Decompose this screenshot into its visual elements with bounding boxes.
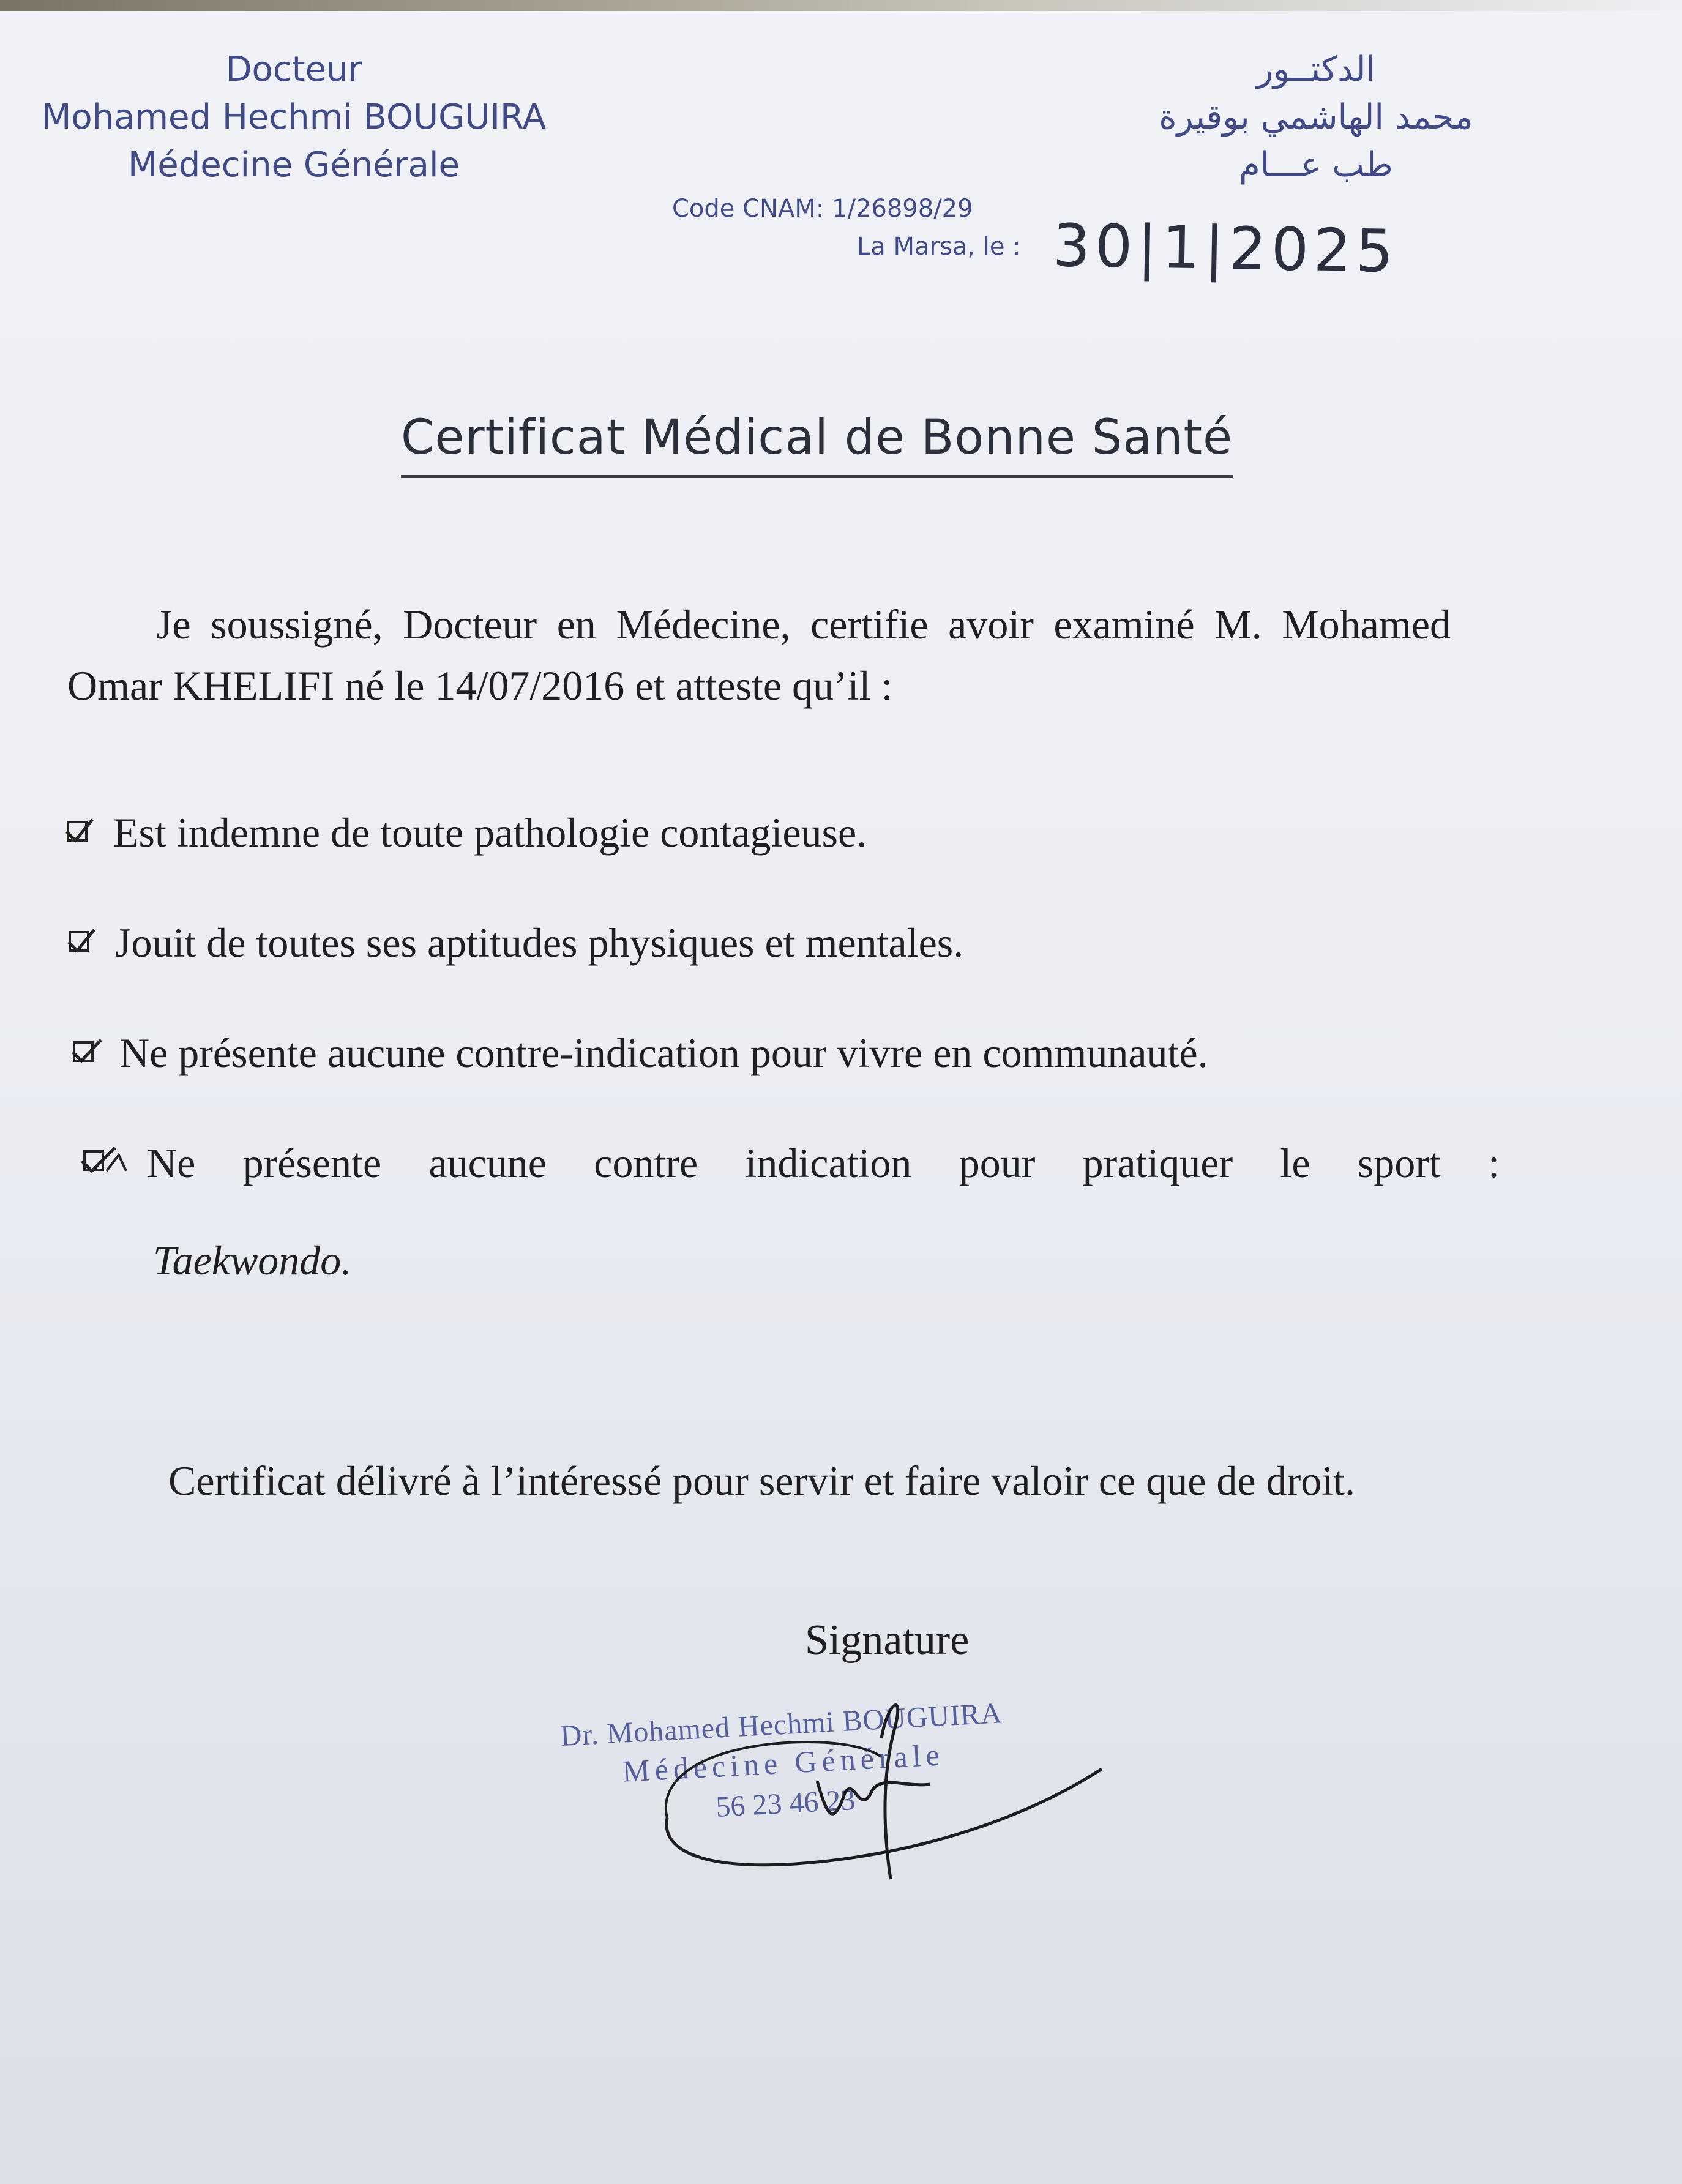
list-item — [70, 1022, 1208, 1083]
doctor-title-arabic: الدكتــور — [1256, 50, 1376, 89]
check-box-icon — [64, 802, 113, 863]
letterhead-right-arabic — [1102, 46, 1530, 189]
list-item — [66, 912, 963, 973]
doctor-specialty: Médecine Générale — [127, 145, 460, 185]
doctor-specialty-arabic: طب عـــام — [1239, 145, 1393, 185]
list-item — [80, 1132, 1500, 1194]
check-box-icon — [80, 1132, 147, 1194]
item-text: Est indemne de toute pathologie contagieuse. — [113, 809, 867, 856]
doctor-name-arabic: محمد الهاشمي بوقيرة — [1159, 97, 1473, 137]
sport-name: Taekwondo. — [153, 1237, 352, 1284]
item-text: Ne présente aucune contre indication pour pratiquer le sport : — [147, 1140, 1500, 1186]
handwritten-date: 30|1|2025 — [1052, 211, 1399, 286]
doctor-title: Docteur — [225, 50, 362, 89]
stamp-specialty: Médecine Générale — [621, 1737, 946, 1789]
list-item — [64, 802, 867, 863]
stamp-phone: 56 23 46 23 — [715, 1783, 856, 1823]
item-text: Jouit de toutes ses aptitudes physiques et mentales. — [115, 919, 964, 966]
intro-paragraph: Je soussigné, Docteur en Médecine, certifie avoir examiné M. Mohamed Omar KHELIFI né le 14/07/2016 et atteste qu’il : — [67, 601, 1451, 709]
item-text: Ne présente aucune contre-indication pour vivre en communauté. — [119, 1030, 1208, 1076]
letterhead-left — [24, 46, 563, 189]
signature-label: Signature — [805, 1617, 970, 1664]
doctor-name: Mohamed Hechmi BOUGUIRA — [42, 97, 546, 137]
place-date-label: La Marsa, le : — [857, 233, 1021, 261]
check-box-icon — [66, 912, 115, 973]
handwritten-signature — [539, 1665, 1126, 1898]
check-box-icon — [70, 1022, 119, 1083]
code-cnam: Code CNAM: 1/26898/29 — [672, 195, 973, 223]
closing-paragraph: Certificat délivré à l’intéressé pour servir et faire valoir ce que de droit. — [168, 1457, 1356, 1504]
certificate-title: Certificat Médical de Bonne Santé — [401, 404, 1233, 478]
stamp-name: Dr. Mohamed Hechmi BOUGUIRA — [559, 1697, 1003, 1752]
